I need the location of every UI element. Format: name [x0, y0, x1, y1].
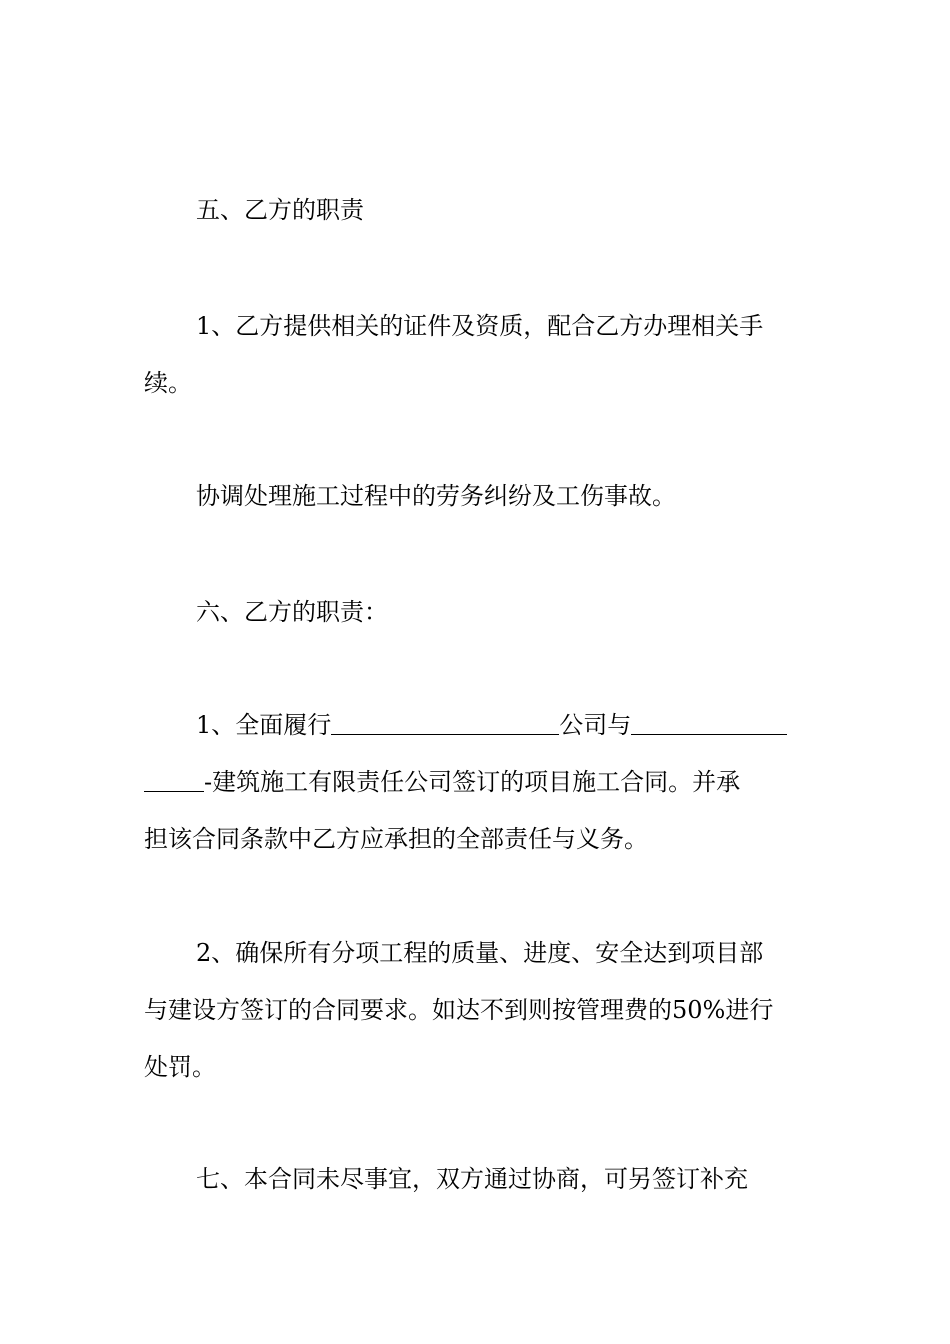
section-7-line-1: 七、本合同未尽事宜，双方通过协商，可另签订补充 [196, 1165, 748, 1193]
fill-in-blank-2b [144, 767, 204, 792]
item-5-2-text: 协调处理施工过程中的劳务纠纷及工伤事故。 [196, 482, 676, 510]
item-6-1-line-2-text: -建筑施工有限责任公司签订的项目施工合同。并承 [204, 768, 741, 796]
section-6-heading [144, 584, 808, 641]
item-6-1-line-2 [144, 754, 808, 811]
item-5-1-line-1: 1、乙方提供相关的证件及资质，配合乙方办理相关手 [196, 312, 764, 340]
item-6-2-line-1: 2、确保所有分项工程的质量、进度、安全达到项目部 [196, 939, 764, 967]
item-6-2 [144, 925, 808, 1096]
item-6-1-part-2: 公司与 [559, 711, 632, 739]
section-5-heading-text: 五、乙方的职责 [196, 196, 364, 224]
item-6-2-line-3: 处罚。 [144, 1053, 216, 1081]
item-6-1 [144, 697, 808, 868]
item-6-2-line-2: 与建设方签订的合同要求。如达不到则按管理费的50%进行 [144, 996, 774, 1024]
item-6-1-part-1: 1、全面履行 [196, 711, 332, 739]
fill-in-blank-1 [331, 710, 559, 735]
item-5-1 [144, 298, 808, 412]
section-5-heading [144, 182, 808, 239]
section-7 [144, 1151, 808, 1208]
fill-in-blank-2a [631, 710, 787, 735]
item-6-1-line-3: 担该合同条款中乙方应承担的全部责任与义务。 [144, 825, 648, 853]
item-5-1-line-2: 续。 [144, 369, 192, 397]
item-5-2 [144, 468, 808, 525]
item-6-1-line-1 [144, 697, 808, 754]
section-6-heading-text: 六、乙方的职责： [196, 598, 388, 626]
